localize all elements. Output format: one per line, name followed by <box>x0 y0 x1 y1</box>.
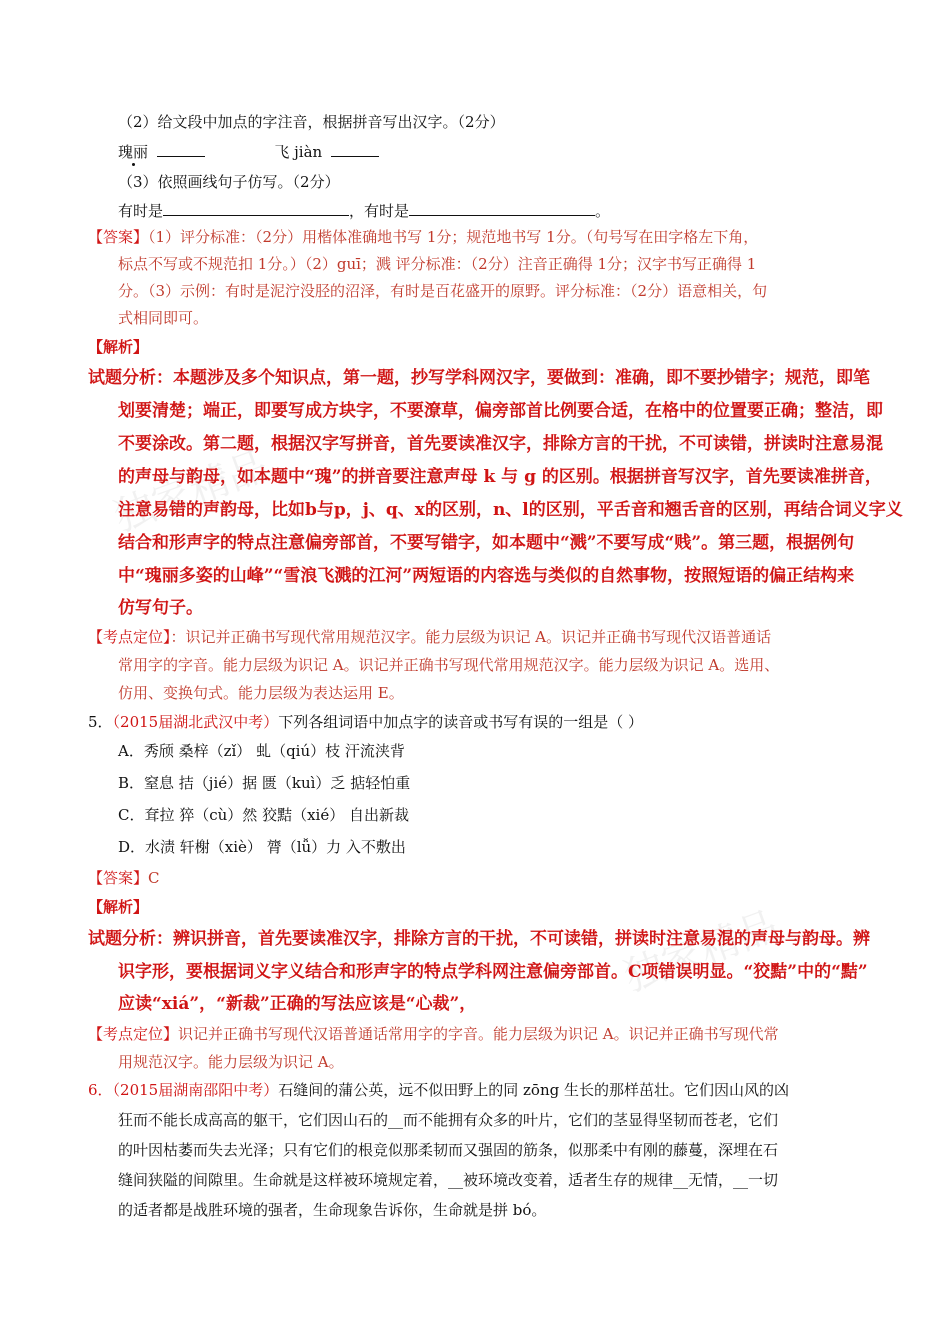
q5-option: A．秀颀 桑梓（zǐ） 虬（qiú）枝 汗流浃背 <box>118 742 405 760</box>
q4-analysis-line: 注意易错的声韵母，比如b与p，j、q、x的区别，n、l的区别，平舌音和翘舌音的区别，再结合词义字义 <box>118 500 903 520</box>
q6-line: 缝间狭隘的间隙里。生命就是这样被环境规定着，__被环境改变着，适者生存的规律__无情，__一切 <box>118 1171 779 1189</box>
q6-line: 狂而不能长成高高的躯干，它们因山石的__而不能拥有众多的叶片，它们的茎显得坚韧而苍老，它们 <box>118 1111 779 1129</box>
answer-text: （1）评分标准：（2分）用楷体准确地书写 1分；规范地书写 1分。（句号写在田字格左下角， <box>148 228 759 246</box>
q4-answer-line1 <box>88 227 758 247</box>
q4-analysis-line: 中“瑰丽多姿的山峰”“雪浪飞溅的江河”两短语的内容选与类似的自然事物，按照短语的偏正结构来 <box>118 566 855 586</box>
q4-analysis-line: 结合和形声字的特点注意偏旁部首，不要写错字，如本题中“溅”不要写成“贱”。第三题，根据例句 <box>118 533 855 553</box>
q6-line: 的适者都是战胜环境的强者，生命现象告诉你，生命就是拼 bó。 <box>118 1201 547 1219</box>
q4-item2: 飞 jiàn <box>274 143 323 161</box>
q4-analysis-line: 的声母与韵母，如本题中“瑰”的拼音要注意声母 k 与 g 的区别。根据拼音写汉字，首先要读准拼音， <box>118 467 882 487</box>
q5-answer <box>88 868 160 888</box>
blank-line <box>331 142 379 157</box>
answer-text: C <box>148 869 160 887</box>
watermark: 独家精品 <box>108 442 275 541</box>
q4-answer-line2: 标点不写或不规范扣 1分。）（2）guī；溅 评分标准：（2分）注音正确得 1分；汉字书写正确得 1 <box>118 255 757 273</box>
q4-kaodian-line3: 仿用、变换句式。能力层级为表达运用 E。 <box>118 684 404 702</box>
q4-kaodian-line1 <box>88 627 771 647</box>
q4-analysis-line: 试题分析：本题涉及多个知识点，第一题，抄写学科网汉字，要做到：准确，即不要抄错字；规范，即笔 <box>88 368 870 388</box>
q6-source: （2015届湖南邵阳中考） <box>112 1081 279 1099</box>
q4-sub2-text: （2）给文段中加点的字注音，根据拼音写出汉字。（2分） <box>118 113 505 131</box>
q4-sub3-fill <box>118 201 610 221</box>
q4-sub3-text: （3）依照画线句子仿写。（2分） <box>118 173 340 191</box>
q4-answer-line3: 分。（3）示例：有时是泥泞没胫的沼泽，有时是百花盛开的原野。评分标准：（2分）语意相关，句 <box>118 282 768 300</box>
blank-line <box>163 201 349 216</box>
kaodian-text: 识记并正确书写现代汉语普通话常用字的字音。能力层级为识记 A。识记并正确书写现代常 <box>178 1025 779 1043</box>
q4-analysis-line: 仿写句子。 <box>118 598 203 618</box>
q4-answer-line4: 式相同即可。 <box>118 309 209 327</box>
kaodian-text: ：识记并正确书写现代常用规范汉字。能力层级为识记 A。识记并正确书写现代汉语普通话 <box>170 628 772 646</box>
q5-stem-text: 下列各组词语中加点字的读音或书写有误的一组是（ ） <box>278 713 644 731</box>
q5-stem <box>88 712 643 732</box>
kaodian-tag: 【考点定位】 <box>88 628 171 646</box>
q4-sub2-items <box>118 142 379 162</box>
q5-analysis-line: 应读“xiá”，“新裁”正确的写法应该是“心裁”， <box>118 994 477 1014</box>
q4-analysis-line: 划要清楚；端正，即要写成方块字，不要潦草，偏旁部首比例要合适，在格中的位置要正确；整洁，即 <box>118 401 883 421</box>
q4-jiexi-tag: 【解析】 <box>88 338 149 356</box>
q6-line: 石缝间的蒲公英，远不似田野上的同 zōng 生长的那样茁壮。它们因山风的凶 <box>278 1081 789 1099</box>
q4-kaodian-line2: 常用字的字音。能力层级为识记 A。识记并正确书写现代常用规范汉字。能力层级为识记 A。选用、 <box>118 656 780 674</box>
answer-tag: 【答案】 <box>88 228 149 246</box>
q5-analysis-line: 识字形，要根据词义字义结合和形声字的特点学科网注意偏旁部首。C项错误明显。“狡黠”中的“黠” <box>118 962 868 982</box>
fill-a: 有时是 <box>118 202 164 220</box>
q5-source: （2015届湖北武汉中考） <box>112 713 279 731</box>
watermark: 独家精品 <box>618 902 785 1001</box>
q6-stem <box>88 1080 789 1100</box>
q5-option: B．窒息 拮（jié）据 匮（kuì）乏 掂轻怕重 <box>118 774 411 792</box>
q5-kaodian-line2: 用规范汉字。能力层级为识记 A。 <box>118 1053 344 1071</box>
q5-option: D．水渍 轩榭（xiè） 膂（lǚ）力 入不敷出 <box>118 838 406 856</box>
blank-line <box>409 201 595 216</box>
blank-line <box>157 142 205 157</box>
kaodian-tag: 【考点定位】 <box>88 1025 179 1043</box>
fill-b: ，有时是 <box>349 202 410 220</box>
q6-number: 6． <box>88 1081 113 1099</box>
q5-analysis-line: 试题分析：辨识拼音，首先要读准汉字，排除方言的干扰，不可读错，拼读时注意易混的声母与韵母。辨 <box>88 929 870 949</box>
q4-item1: 瑰丽 <box>118 143 149 161</box>
q5-number: 5． <box>88 713 113 731</box>
q6-line: 的叶因枯萎而失去光泽；只有它们的根竞似那柔韧而又强固的筋条，似那柔中有刚的藤蔓，深埋在石 <box>118 1141 779 1159</box>
fill-end: 。 <box>595 202 611 220</box>
q5-jiexi-tag: 【解析】 <box>88 898 149 916</box>
answer-tag: 【答案】 <box>88 869 149 887</box>
q5-kaodian-line1 <box>88 1024 779 1044</box>
q4-analysis-line: 不要涂改。第二题，根据汉字写拼音，首先要读准汉字，排除方言的干扰，不可读错，拼读时注意易混 <box>118 434 883 454</box>
q5-option: C．耷拉 猝（cù）然 狡黠（xié） 自出新裁 <box>118 806 409 824</box>
